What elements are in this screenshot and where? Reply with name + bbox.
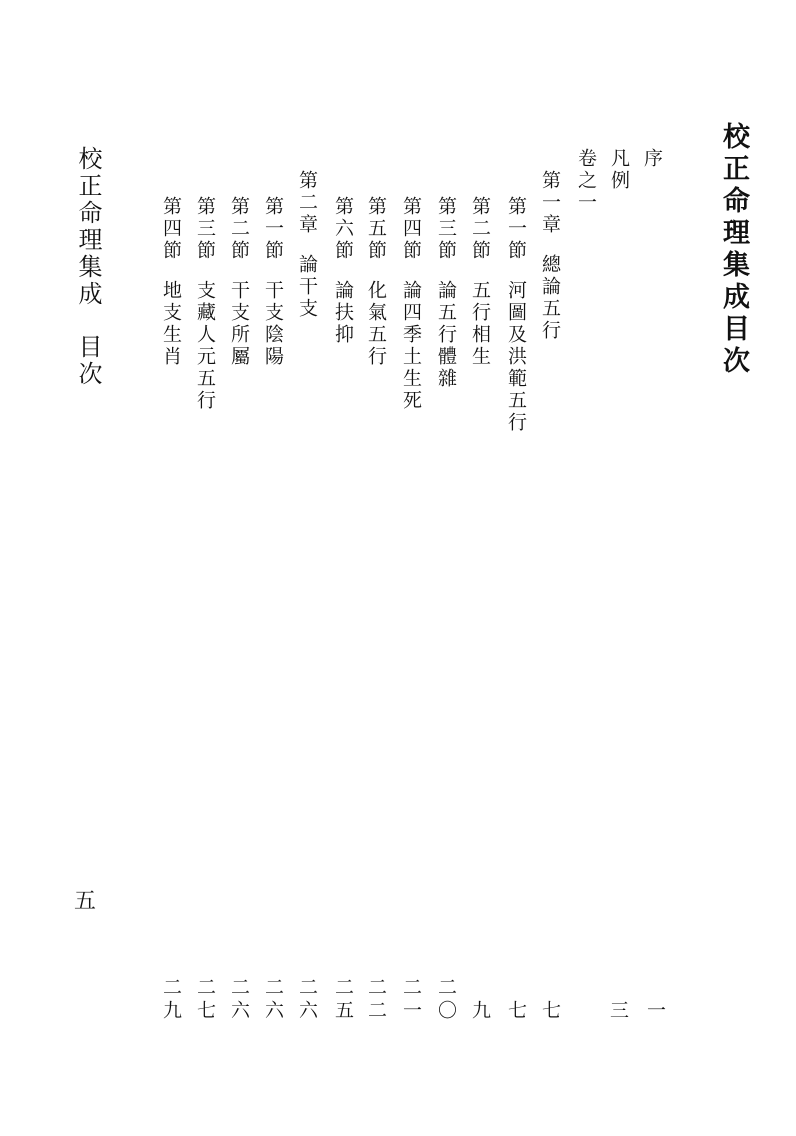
page-number: 七 xyxy=(539,1000,561,1023)
entry-text: 支藏人元五行 xyxy=(194,280,216,412)
entry-number: 第一節 xyxy=(262,196,284,262)
toc-entry-ch1-sec2 xyxy=(470,196,489,368)
toc-entry-preface xyxy=(642,148,661,170)
page-number: 三 xyxy=(607,1000,629,1023)
entry-number: 第四節 xyxy=(400,196,422,262)
entry-number: 第二節 xyxy=(228,196,250,262)
entry-text: 河圖及洪範五行 xyxy=(505,280,527,434)
entry-number: 第四節 xyxy=(160,196,182,262)
page-number: 二六 xyxy=(228,977,250,1023)
page-number: 九 xyxy=(469,1000,491,1023)
page-number: 二二 xyxy=(365,977,387,1023)
toc-entry-fanli xyxy=(609,148,628,192)
entry-text: 論四季土生死 xyxy=(400,280,422,412)
entry-text: 地支生肖 xyxy=(160,280,182,368)
toc-entry-ch2-sec3 xyxy=(195,196,214,412)
entry-number: 第二章 xyxy=(296,170,318,236)
folio-number: 五 xyxy=(74,889,97,914)
toc-entry-ch1-sec3 xyxy=(436,196,455,390)
entry-text: 化氣五行 xyxy=(365,280,387,368)
entry-number: 第二節 xyxy=(469,196,491,262)
toc-entry-ch1-sec4 xyxy=(401,196,420,412)
entry-text: 總論五行 xyxy=(539,254,561,342)
entry-text: 凡例 xyxy=(608,148,630,192)
page-number: 二七 xyxy=(194,977,216,1023)
toc-entry-ch2-sec4 xyxy=(161,196,180,368)
toc-entry-ch2-sec1 xyxy=(263,196,282,368)
toc-entry-ch1-sec6 xyxy=(333,196,352,346)
entry-text: 論五行體雜 xyxy=(435,280,457,390)
toc-entry-chapter-2 xyxy=(297,170,316,320)
entry-number: 第三節 xyxy=(194,196,216,262)
toc-entry-volume-1 xyxy=(576,148,595,214)
toc-entry-ch2-sec2 xyxy=(229,196,248,368)
entry-number: 第五節 xyxy=(365,196,387,262)
page-number: 二〇 xyxy=(435,977,457,1023)
page-number: 二九 xyxy=(160,977,182,1023)
page-number: 二五 xyxy=(332,977,354,1023)
entry-text: 干支所屬 xyxy=(228,280,250,368)
entry-text: 五行相生 xyxy=(469,280,491,368)
toc-entry-ch1-sec5 xyxy=(366,196,385,368)
entry-text: 干支陰陽 xyxy=(262,280,284,368)
page-number: 一 xyxy=(644,1000,666,1023)
entry-text: 卷之一 xyxy=(575,148,597,214)
page-number: 二一 xyxy=(400,977,422,1023)
running-title-book: 校正命理集成 xyxy=(74,146,102,308)
page-title: 校正命理集成目次 xyxy=(718,122,749,378)
page-number: 七 xyxy=(505,1000,527,1023)
entry-text: 論干支 xyxy=(296,254,318,320)
page-number: 二六 xyxy=(262,977,284,1023)
page-number: 二六 xyxy=(296,977,318,1023)
entry-text: 序 xyxy=(641,148,663,170)
toc-entry-ch1-sec1 xyxy=(506,196,525,434)
entry-number: 第三節 xyxy=(435,196,457,262)
running-title-section: 目次 xyxy=(74,334,102,388)
entry-number: 第六節 xyxy=(332,196,354,262)
entry-number: 第一章 xyxy=(539,170,561,236)
running-title xyxy=(76,146,100,388)
toc-entry-chapter-1 xyxy=(540,170,559,342)
entry-text: 論扶抑 xyxy=(332,280,354,346)
entry-number: 第一節 xyxy=(505,196,527,262)
